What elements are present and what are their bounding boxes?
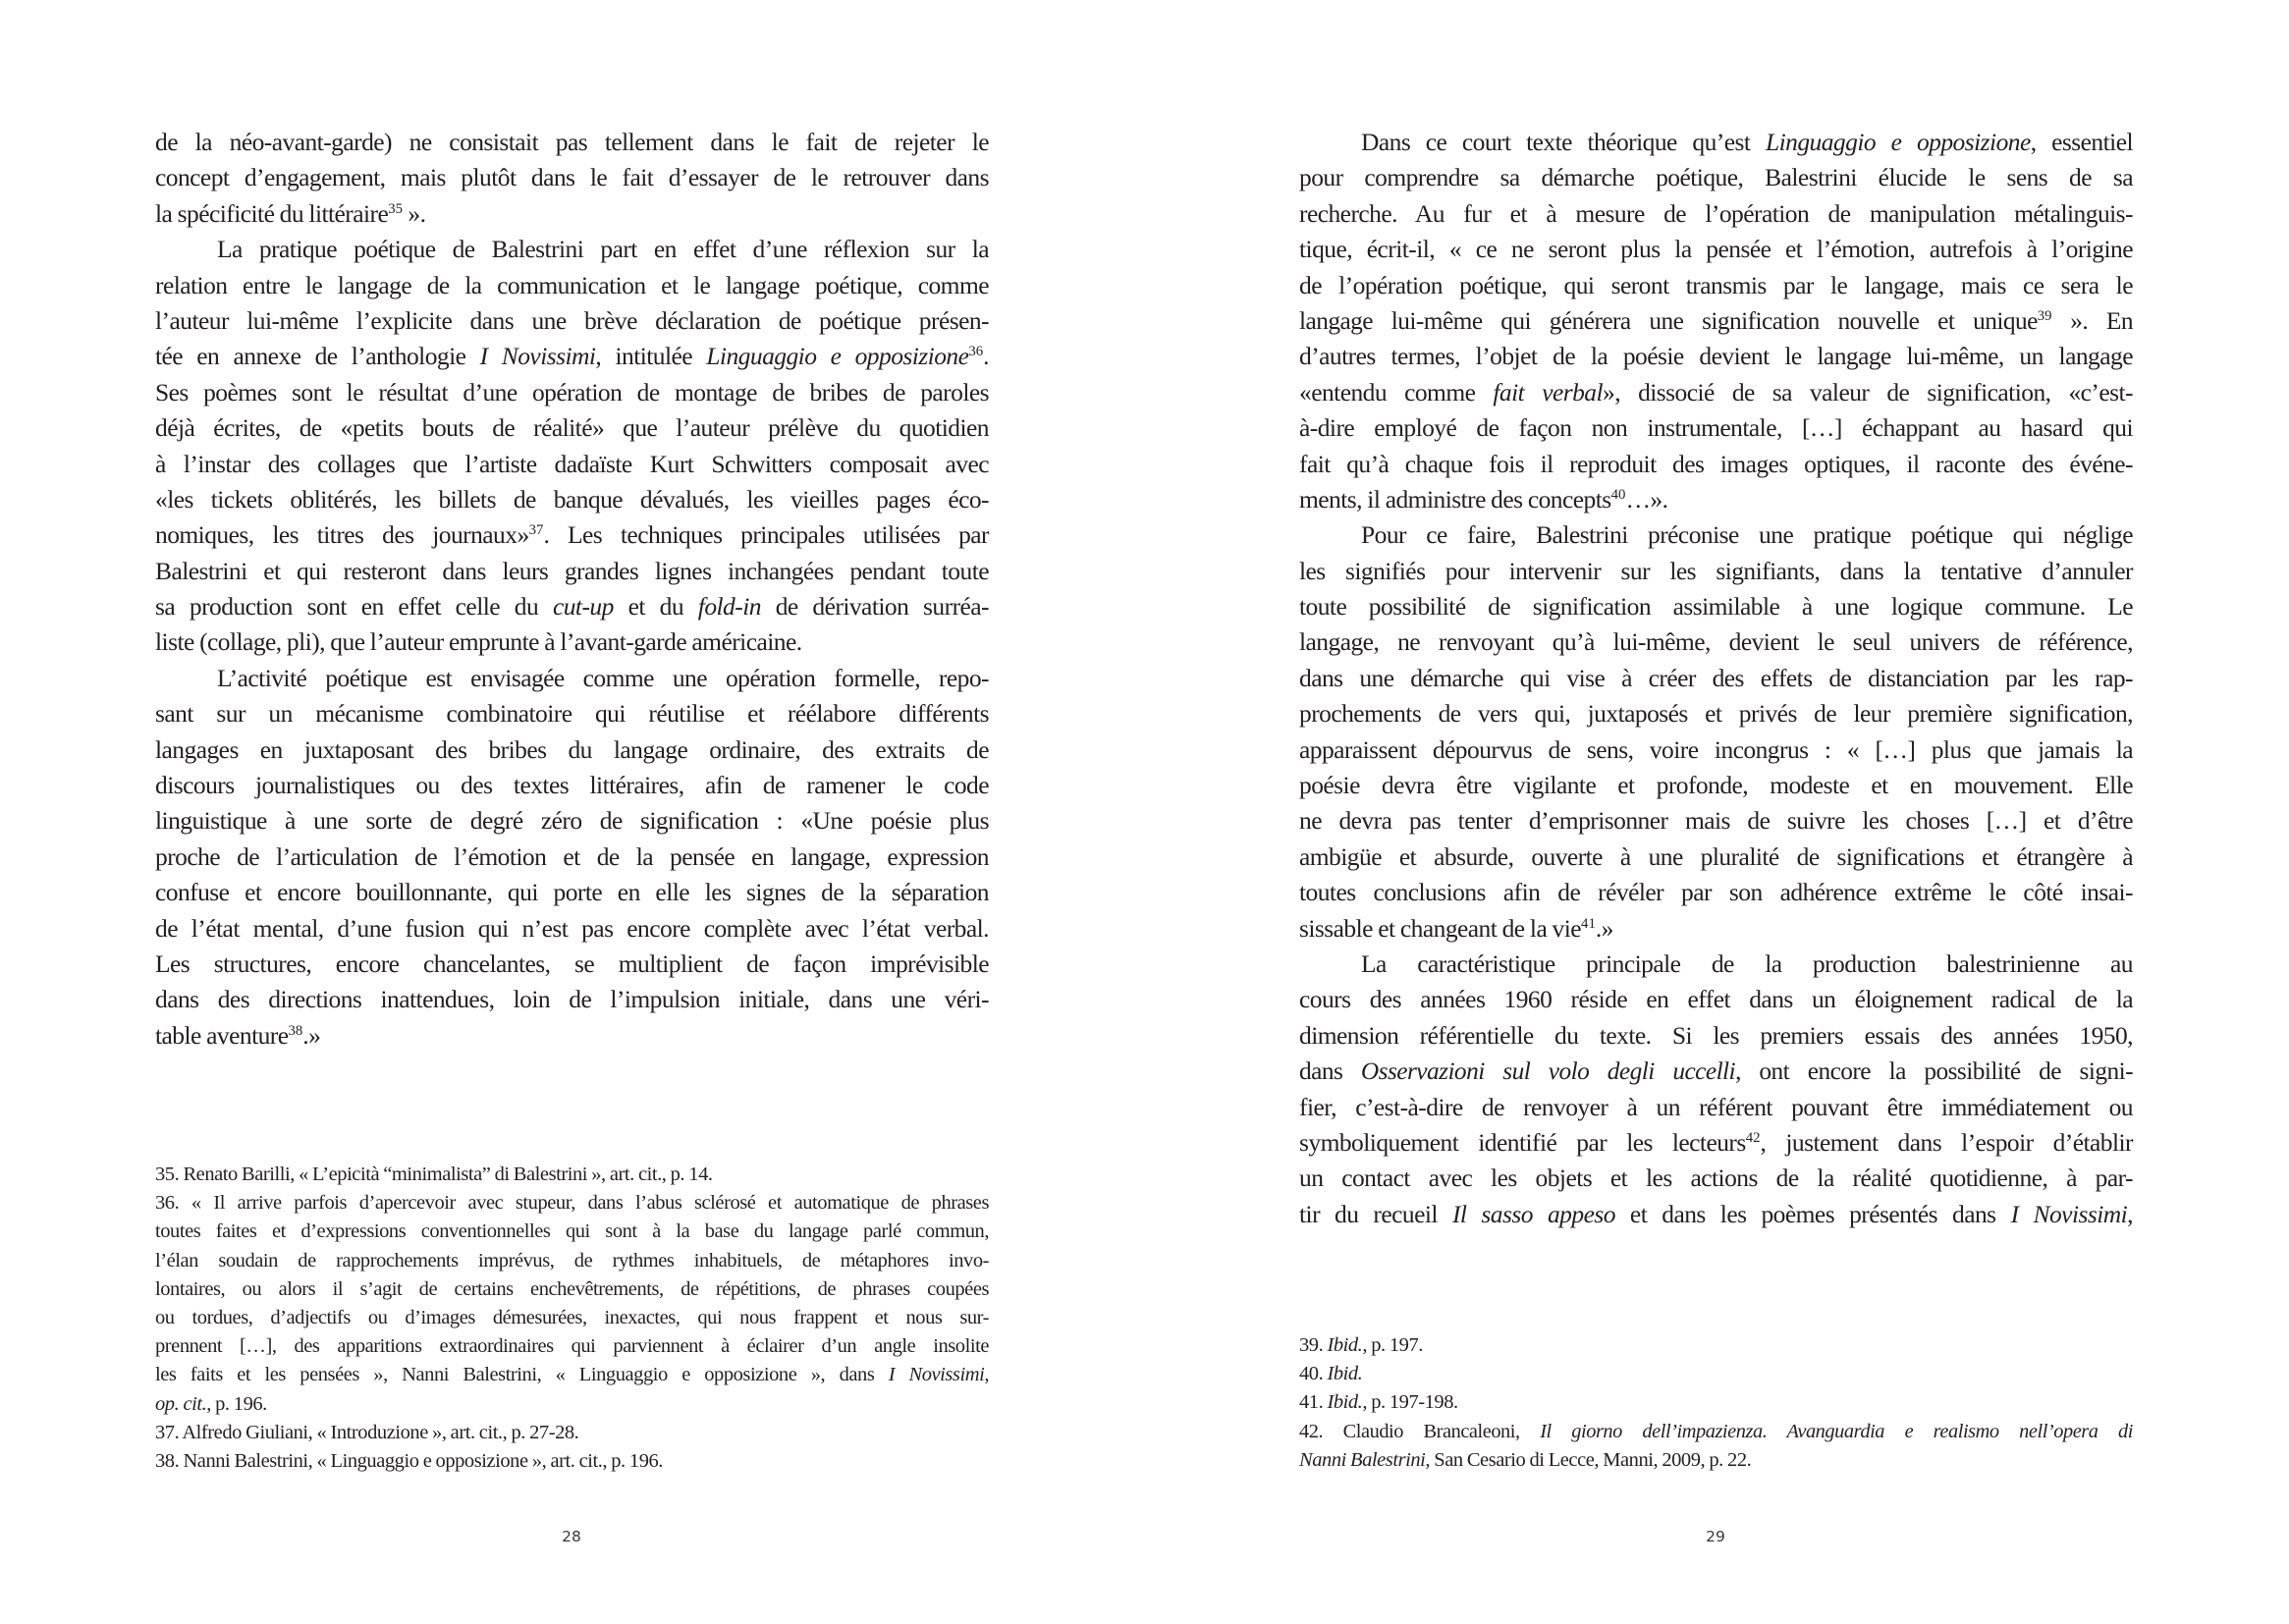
text-line [1299, 947, 2133, 982]
footnote-reference: 35 [388, 200, 404, 217]
footnote-line [155, 1304, 989, 1332]
text-run: 36. « Il arrive parfois d’apercevoir avec stupeur, dans l’abus sclérosé et automatique de phrases [155, 1192, 989, 1215]
text-run: dans des directions inattendues, loin de l’impulsion initiale, dans une véri- [155, 985, 989, 1014]
text-run: , intitulée [595, 342, 707, 371]
italic-text: Ibid. [1327, 1334, 1363, 1356]
text-run: langages en juxtaposant des bribes du langage ordinaire, des extraits de [155, 734, 989, 764]
text-run: table aventure [155, 1020, 289, 1050]
text-line [1299, 554, 2133, 589]
text-line [155, 911, 989, 947]
text-run: , justement dans l’espoir d’établir [1760, 1127, 2133, 1157]
text-line [1299, 517, 2133, 553]
italic-text: Il giorno dell’impazienza. Avanguardia e realismo nell’opera di [1540, 1420, 2133, 1442]
text-run: un contact avec les objets et les actions de la réalité quotidienne, à par- [1299, 1164, 2133, 1193]
text-run: apparaissent dépourvus de sens, voire incongrus : « […] plus que jamais la [1299, 734, 2133, 764]
text-line [1299, 624, 2133, 660]
text-run: sa production sont en effet celle du [155, 592, 553, 622]
text-run: ». [403, 198, 426, 228]
text-run: San Cesario di Lecce, Manni, 2009, p. 22. [1430, 1448, 1752, 1471]
text-run: toute possibilité de signification assimilable à une logique commune. Le [1299, 592, 2133, 622]
text-run: poésie devra être vigilante et profonde, modeste et en mouvement. Elle [1299, 771, 2133, 800]
text-run: dimension référentielle du texte. Si les premiers essais des années 1950, [1299, 1020, 2133, 1050]
text-run: relation entre le langage de la communication et le langage poétique, comme [155, 270, 989, 299]
text-run: , essentiel [2030, 128, 2133, 156]
text-run: La caractéristique principale de la production balestrinienne au [1361, 948, 2133, 978]
footnote-reference: 42 [1745, 1129, 1761, 1146]
footnote-reference: 40 [1610, 486, 1626, 503]
italic-text: Linguaggio e opposizione [1765, 128, 2031, 156]
text-line [1299, 911, 2133, 947]
text-run: .» [1595, 913, 1613, 943]
text-line [155, 339, 989, 374]
footnote-line [155, 1275, 989, 1304]
text-line [155, 517, 989, 553]
text-run: ments, il administre des concepts [1299, 484, 1611, 514]
footnote-line [155, 1390, 989, 1419]
text-line [1299, 1090, 2133, 1125]
text-line [1299, 125, 2133, 160]
footnote-reference: 41 [1581, 915, 1596, 932]
text-run: et dans les poèmes présentés dans [1614, 1199, 2011, 1228]
text-line [1299, 196, 2133, 232]
text-run: ou tordues, d’adjectifs ou d’images démesurées, inexactes, qui nous frappent et nous sur- [155, 1306, 989, 1328]
text-line [1299, 982, 2133, 1017]
text-line [155, 696, 989, 731]
footnote-line [1299, 1446, 2133, 1475]
text-line [155, 232, 989, 267]
text-run: Dans ce court texte théorique qu’est [1361, 128, 1766, 156]
text-run: lontaires, ou alors il s’agit de certains enchevêtrements, de répétitions, de phrases coupées [155, 1277, 989, 1300]
text-line [155, 589, 989, 624]
italic-text: I Novissimi [479, 342, 596, 371]
text-line [155, 768, 989, 803]
italic-text: op. cit. [155, 1392, 207, 1415]
text-run: L’activité poétique est envisagée comme une opération formelle, repo- [217, 663, 989, 692]
text-run: 35. Renato Barilli, « L’epicità “minimalista” di Balestrini », art. cit., p. 14. [155, 1164, 713, 1185]
text-run: linguistique à une sorte de degré zéro de signification : «Une poésie plus [155, 806, 989, 836]
footnote-line [155, 1189, 989, 1218]
text-line [1299, 303, 2133, 339]
text-run: Pour ce faire, Balestrini préconise une pratique poétique qui néglige [1361, 520, 2133, 550]
italic-text: cut-up [552, 592, 614, 622]
text-run: 37. Alfredo Giuliani, « Introduzione », art. cit., p. 27-28. [155, 1421, 579, 1443]
text-run: à-dire employé de façon non instrumentale, […] échappant au hasard qui [1299, 413, 2133, 443]
text-line [155, 982, 989, 1017]
text-run: «entendu comme [1299, 377, 1494, 406]
text-line [1299, 839, 2133, 875]
text-line [155, 839, 989, 875]
text-line [1299, 232, 2133, 267]
text-line [1299, 160, 2133, 195]
text-line [155, 303, 989, 339]
italic-text: fold-in [697, 592, 761, 622]
footnotes [1299, 1331, 2133, 1475]
footnote-line [1299, 1418, 2133, 1446]
body-text [1299, 125, 2133, 1232]
italic-text: Nanni Balestrini, [1299, 1448, 1431, 1471]
text-run: fait qu’à chaque fois il reproduit des images optiques, il raconte des événe- [1299, 449, 2133, 478]
text-line [155, 803, 989, 839]
footnote-line [155, 1161, 989, 1189]
text-line [155, 160, 989, 195]
text-line [155, 125, 989, 160]
text-line [1299, 447, 2133, 482]
text-line [155, 661, 989, 696]
text-line [155, 410, 989, 446]
text-line [1299, 375, 2133, 410]
text-line [1299, 1197, 2133, 1232]
text-line [1299, 732, 2133, 768]
text-run: dans [1299, 1057, 1361, 1086]
text-run: de la néo-avant-garde) ne consistait pas tellement dans le fait de rejeter le [155, 128, 989, 156]
italic-text: fait verbal [1493, 377, 1604, 406]
text-run: recherche. Au fur et à mesure de l’opération de manipulation métalinguis- [1299, 198, 2133, 228]
footnote-reference: 37 [528, 522, 544, 539]
text-run: les faits et les pensées », Nanni Balestrini, « Linguaggio e opposizione », dans [155, 1364, 889, 1386]
text-run: confuse et encore bouillonnante, qui porte en elle les signes de la séparation [155, 878, 989, 907]
text-run: la spécificité du littéraire [155, 198, 389, 228]
page-number: 28 [562, 1528, 581, 1545]
text-line [1299, 875, 2133, 910]
text-line [1299, 1054, 2133, 1089]
text-run: Ses poèmes sont le résultat d’une opération de montage de bribes de paroles [155, 377, 989, 406]
text-run: . [983, 342, 989, 371]
text-line [155, 447, 989, 482]
text-line [1299, 768, 2133, 803]
text-line [155, 482, 989, 517]
body-text [155, 125, 989, 1054]
text-run: l’élan soudain de rapprochements imprévus, de rythmes inhabituels, de métaphores invo- [155, 1249, 989, 1272]
italic-text: Il sasso appeso [1451, 1199, 1615, 1228]
text-line [1299, 696, 2133, 731]
text-run: , p. 197-198. [1362, 1391, 1458, 1414]
text-run: ambigüe et absurde, ouverte à une pluralité de significations et étrangère à [1299, 841, 2133, 871]
text-run: liste (collage, pli), que l’auteur emprunte à l’avant-garde américaine. [155, 627, 802, 657]
text-line [1299, 482, 2133, 517]
italic-text: Ibid. [1327, 1363, 1363, 1385]
text-run: sissable et changeant de la vie [1299, 913, 1582, 943]
text-run: 40. [1299, 1363, 1328, 1385]
text-line [155, 732, 989, 768]
text-run: langage, ne renvoyant qu’à lui-même, devient le seul univers de référence, [1299, 627, 2133, 657]
text-run: 39. [1299, 1334, 1328, 1356]
footnote-line [155, 1419, 989, 1447]
text-run: toutes faites et d’expressions conventionnelles qui sont à la base du langage parlé commun, [155, 1220, 989, 1243]
text-line [1299, 339, 2133, 374]
footnote-line [155, 1361, 989, 1389]
italic-text: Osservazioni sul volo degli uccelli [1360, 1057, 1736, 1086]
text-run: concept d’engagement, mais plutôt dans le fait d’essayer de le retrouver dans [155, 163, 989, 192]
text-run: de dérivation surréa- [760, 592, 989, 622]
text-run: de l’état mental, d’une fusion qui n’est pas encore complète avec l’état verbal. [155, 913, 989, 943]
text-run: dans une démarche qui vise à créer des effets de distanciation par les rap- [1299, 663, 2133, 692]
text-run: tir du recueil [1299, 1199, 1452, 1228]
text-line [155, 1018, 989, 1054]
text-run: pour comprendre sa démarche poétique, Balestrini élucide le sens de sa [1299, 163, 2133, 192]
footnote-line [1299, 1360, 2133, 1388]
text-run: Balestrini et qui resteront dans leurs grandes lignes inchangées pendant toute [155, 556, 989, 585]
text-line [155, 196, 989, 232]
text-run: , p. 197. [1362, 1334, 1423, 1356]
text-line [1299, 1161, 2133, 1196]
text-line [1299, 1125, 2133, 1161]
text-run: déjà écrites, de «petits bouts de réalité» que l’auteur prélève du quotidien [155, 413, 989, 443]
text-line [1299, 1018, 2133, 1054]
text-line [1299, 589, 2133, 624]
text-line [155, 554, 989, 589]
text-run: , [2127, 1199, 2133, 1228]
text-run: », dissocié de sa valeur de signification, «c’est- [1603, 377, 2133, 406]
page-number: 29 [1706, 1528, 1725, 1545]
italic-text: Ibid. [1327, 1391, 1363, 1414]
text-run: La pratique poétique de Balestrini part en effet d’une réflexion sur la [217, 235, 989, 264]
text-run: tique, écrit-il, « ce ne seront plus la pensée et l’émotion, autrefois à l’origine [1299, 235, 2133, 264]
text-run: cours des années 1960 réside en effet dans un éloignement radical de la [1299, 985, 2133, 1014]
text-run: proche de l’articulation de l’émotion et de la pensée en langage, expression [155, 841, 989, 871]
text-run: et du [613, 592, 698, 622]
text-run: 41. [1299, 1391, 1328, 1414]
italic-text: I Novissimi [2010, 1199, 2128, 1228]
text-line [155, 268, 989, 303]
text-run: Les structures, encore chancelantes, se multiplient de façon imprévisible [155, 948, 989, 978]
text-run: , [984, 1364, 989, 1386]
text-run: ». En [2051, 306, 2133, 335]
footnote-reference: 39 [2037, 307, 2052, 324]
text-run: sant sur un mécanisme combinatoire qui réutilise et réélabore différents [155, 699, 989, 729]
text-run: prochements de vers qui, juxtaposés et privés de leur première signification, [1299, 699, 2133, 729]
text-line [155, 875, 989, 910]
text-run: . Les techniques principales utilisées par [543, 520, 989, 550]
italic-text: I Novissimi [888, 1364, 985, 1386]
text-line [1299, 410, 2133, 446]
footnote-line [1299, 1388, 2133, 1417]
footnote-line [155, 1332, 989, 1361]
text-run: l’auteur lui-même l’explicite dans une brève déclaration de poétique présen- [155, 305, 989, 335]
text-run: les signifiés pour intervenir sur les signifiants, dans la tentative d’annuler [1299, 556, 2133, 585]
text-line [1299, 268, 2133, 303]
footnote-line [155, 1247, 989, 1275]
text-line [1299, 803, 2133, 839]
text-run: tée en annexe de l’anthologie [155, 342, 480, 371]
footnote-line [155, 1218, 989, 1246]
text-run: discours journalistiques ou des textes littéraires, afin de ramener le code [155, 771, 989, 800]
left-page [0, 0, 1144, 1624]
text-run: d’autres termes, l’objet de la poésie devient le langage lui-même, un langage [1299, 342, 2133, 371]
footnotes [155, 1161, 989, 1476]
italic-text: Linguaggio e opposizione [706, 342, 969, 371]
text-run: 38. Nanni Balestrini, « Linguaggio e opposizione », art. cit., p. 196. [155, 1449, 663, 1472]
footnote-line [1299, 1331, 2133, 1360]
text-run: , ont encore la possibilité de signi- [1735, 1057, 2133, 1086]
text-line [155, 375, 989, 410]
text-line [155, 947, 989, 982]
text-run: …». [1625, 484, 1668, 514]
text-run: .» [302, 1020, 321, 1050]
footnote-reference: 36 [968, 344, 984, 360]
text-run: prennent […], des apparitions extraordinaires qui parviennent à éclairer d’un angle insolite [155, 1335, 989, 1358]
text-run: symboliquement identifié par les lecteurs [1299, 1127, 1746, 1157]
text-run: à l’instar des collages que l’artiste dadaïste Kurt Schwitters composait avec [155, 449, 989, 478]
right-page [1145, 0, 2289, 1624]
text-run: «les tickets oblitérés, les billets de banque dévalués, les vieilles pages éco- [155, 484, 989, 514]
text-run: toutes conclusions afin de révéler par son adhérence extrême le côté insai- [1299, 878, 2133, 907]
text-run: de l’opération poétique, qui seront transmis par le langage, mais ce sera le [1299, 270, 2133, 299]
text-run: fier, c’est-à-dire de renvoyer à un référent pouvant être immédiatement ou [1299, 1092, 2133, 1121]
footnote-line [155, 1447, 989, 1476]
text-run: langage lui-même qui générera une signification nouvelle et unique [1299, 306, 2038, 335]
text-run: , p. 196. [206, 1392, 267, 1415]
text-run: ne devra pas tenter d’emprisonner mais de suivre les choses […] et d’être [1299, 806, 2133, 836]
footnote-reference: 38 [288, 1022, 303, 1039]
text-line [1299, 661, 2133, 696]
text-line [155, 624, 989, 660]
text-run: nomiques, les titres des journaux» [155, 520, 529, 550]
text-run: 42. Claudio Brancaleoni, [1299, 1420, 1541, 1442]
